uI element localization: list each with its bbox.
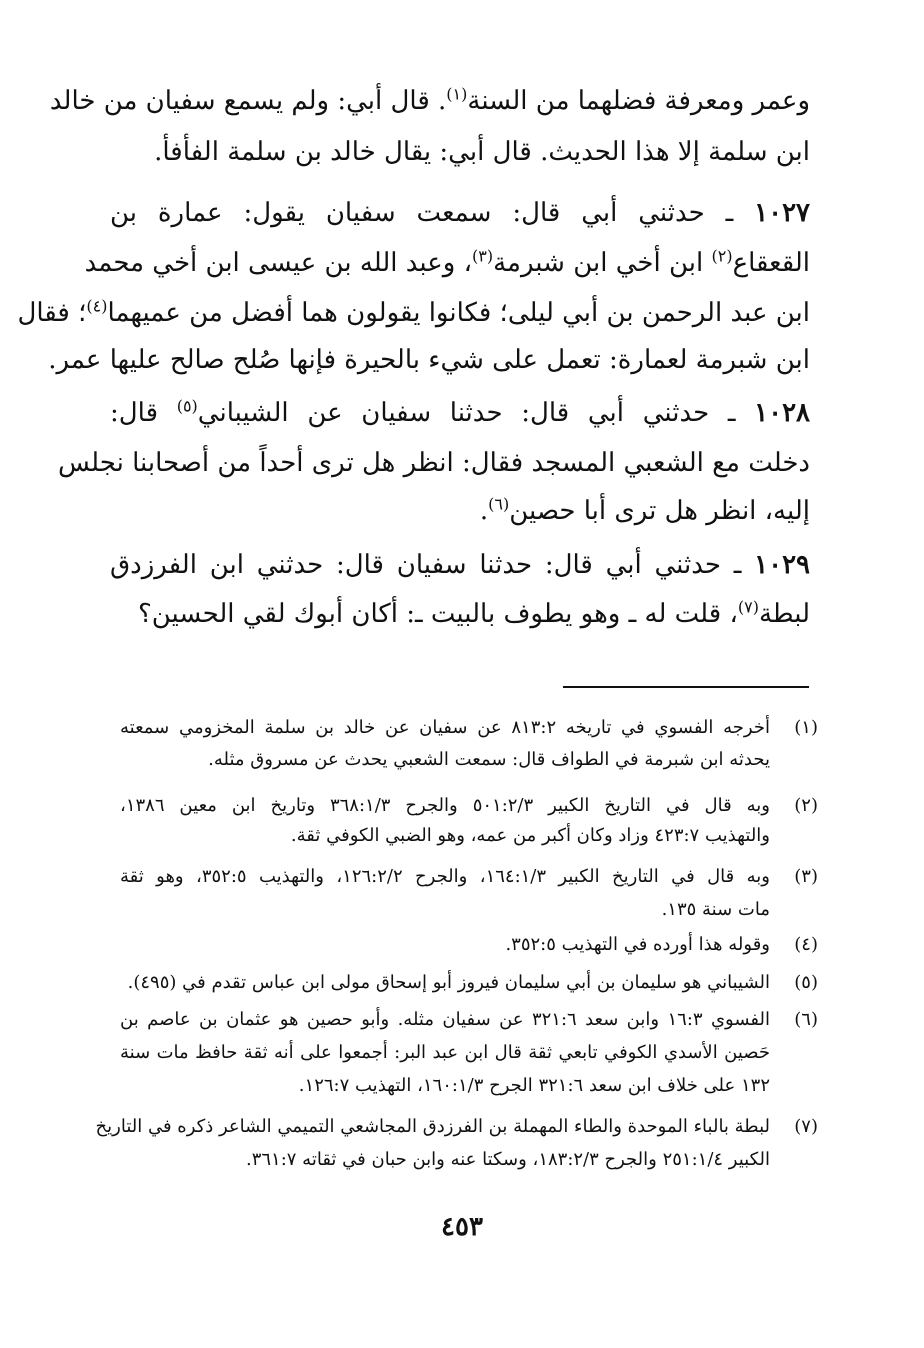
footnote-number: (٣) — [794, 866, 818, 887]
page-number: ٤٥٣ — [441, 1212, 483, 1242]
footnote-ref-5[interactable]: (٥) — [176, 396, 198, 416]
footnote-text-line: وبه قال في التاريخ الكبير ٥٠١:٢/٣ والجرح ٣٦٨:١/٣ وتاريخ ابن معين ١٣٨٦، — [120, 795, 770, 816]
hadith-1028-line-3: إليه، انظر هل ترى أبا حصين$^{(٦)}$. — [479, 494, 810, 526]
footnote-number: (٤) — [794, 934, 818, 955]
footnote-text-line: الشيباني هو سليمان بن أبي سليمان فيروز أبو إسحاق مولى ابن عباس تقدم في (٤٩٥). — [127, 972, 770, 993]
footnote-3 — [118, 862, 818, 922]
footnote-number: (٧) — [794, 1116, 818, 1137]
footnote-text-line: الكبير ٢٥١:١/٤ والجرح ١٨٣:٢/٣، وسكتا عنه وابن حبان في ثقاته ٣٦١:٧. — [245, 1149, 770, 1170]
footnote-number: (٦) — [794, 1009, 818, 1030]
footnote-2 — [118, 791, 818, 851]
footnote-text-line: يحدثه ابن شبرمة في الطواف قال: سمعت الشعبي يحدث عن مسروق مثله. — [208, 749, 770, 770]
footnote-number: (٢) — [794, 795, 818, 816]
footnote-text-line: لبطة بالباء الموحدة والطاء المهملة بن الفرزدق المجاشعي التميمي الشاعر ذكره في التاريخ — [95, 1116, 770, 1137]
footnote-number: (١) — [794, 717, 818, 738]
footnote-ref-6[interactable]: (٦) — [488, 494, 510, 514]
footnote-ref-4[interactable]: (٤) — [86, 296, 108, 316]
hadith-number-1027: ١٠٢٧ — [754, 198, 810, 228]
hadith-number-1029: ١٠٢٩ — [754, 550, 810, 580]
footnote-text-line: ١٣٢ على خلاف ابن سعد ٣٢١:٦ الجرح ١٦٠:١/٣، التهذيب ١٢٦:٧. — [298, 1075, 770, 1096]
footnote-5 — [118, 968, 818, 998]
footnote-text-line: أخرجه الفسوي في تاريخه ٨١٣:٢ عن سفيان عن خالد بن سلمة المخزومي سمعته — [120, 717, 770, 738]
footnote-ref-3[interactable]: (٣) — [472, 246, 494, 266]
footnote-text-line: وبه قال في التاريخ الكبير ١٦٤:١/٣، والجرح ١٢٦:٢/٢، والتهذيب ٣٥٢:٥، وهو ثقة — [120, 866, 770, 887]
hadith-1027-line-3: ابن عبد الرحمن بن أبي ليلى؛ فكانوا يقولون هما أفضل من عميهما$^{(٤)}$؛ فقال — [17, 296, 810, 328]
footnote-6 — [118, 1005, 818, 1101]
footnote-text-line: مات سنة ١٣٥. — [661, 899, 770, 920]
footnote-4 — [118, 930, 818, 960]
footnote-text-line: الفسوي ١٦:٣ وابن سعد ٣٢١:٦ عن سفيان مثله. وأبو حصين هو عثمان بن عاصم بن — [120, 1009, 770, 1030]
footnote-number: (٥) — [794, 972, 818, 993]
hadith-1028-line-1: ١٠٢٨ ـ حدثني أبي قال: حدثنا سفيان عن الشيباني$^{(٥)}$ قال: — [110, 396, 811, 428]
hadith-1027-line-2: القعقاع$^{(٢)}$ ابن أخي ابن شبرمة$^{(٣)}$، وعبد الله بن عيسى ابن أخي محمد — [84, 246, 810, 278]
footnote-7 — [95, 1112, 818, 1176]
footnote-1 — [118, 713, 818, 773]
body-line-2: ابن سلمة إلا هذا الحديث. قال أبي: يقال خالد بن سلمة الفأفأ. — [154, 137, 810, 167]
footnote-text-line: وقوله هذا أورده في التهذيب ٣٥٢:٥. — [505, 934, 770, 955]
body-line-1: وعمر ومعرفة فضلهما من السنة$^{(١)}$. قال أبي: ولم يسمع سفيان من خالد — [49, 84, 810, 116]
hadith-1029-line-2: لبطة$^{(٧)}$، قلت له ـ وهو يطوف بالبيت ـ: أكان أبوك لقي الحسين؟ — [137, 597, 810, 629]
footnote-ref-2[interactable]: (٢) — [711, 246, 733, 266]
hadith-1027-line-1: ١٠٢٧ ـ حدثني أبي قال: سمعت سفيان يقول: عمارة بن — [110, 198, 810, 228]
hadith-1028-line-2: دخلت مع الشعبي المسجد فقال: انظر هل ترى أحداً من أصحابنا نجلس — [58, 448, 810, 478]
footnote-separator — [563, 686, 809, 688]
footnote-ref-1[interactable]: (١) — [446, 84, 468, 104]
hadith-1027-line-4: ابن شبرمة لعمارة: تعمل على شيء بالحيرة فإنها صُلح صالح عليها عمر. — [48, 345, 810, 375]
hadith-1029-line-1: ١٠٢٩ ـ حدثني أبي قال: حدثنا سفيان قال: حدثني ابن الفرزدق — [110, 550, 810, 580]
hadith-number-1028: ١٠٢٨ — [754, 398, 811, 428]
footnote-text-line: حَصين الأسدي الكوفي تابعي ثقة قال ابن عبد البر: أجمعوا على أنه ثقة حافظ مات سنة — [120, 1042, 770, 1063]
footnote-ref-7[interactable]: (٧) — [737, 597, 759, 617]
footnote-text-line: والتهذيب ٤٢٣:٧ وزاد وكان أكبر من عمه، وهو الضبي الكوفي ثقة. — [290, 825, 770, 846]
